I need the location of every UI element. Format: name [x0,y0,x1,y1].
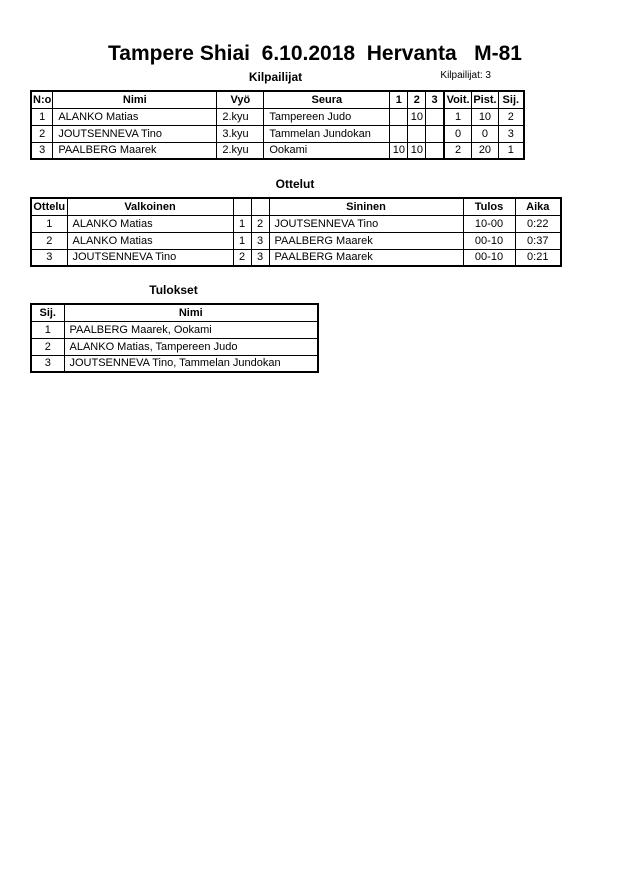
cell-no: 1 [31,108,53,125]
cell-name: JOUTSENNEVA Tino [53,125,217,142]
matches-header-row [31,198,561,215]
cell-r2: 10 [408,108,426,125]
results-section-header [30,283,317,297]
cell-white: JOUTSENNEVA Tino [67,249,233,266]
col-header-r3: 3 [426,91,444,108]
cell-match-no: 3 [31,249,67,266]
cell-name: PAALBERG Maarek, Ookami [64,321,318,338]
matches-section-header [30,177,560,191]
cell-blue: PAALBERG Maarek [269,232,463,249]
cell-blue-no: 3 [251,232,269,249]
cell-white: ALANKO Matias [67,232,233,249]
matches-table [30,197,562,267]
cell-club: Ookami [264,142,390,159]
col-header-club: Seura [264,91,390,108]
match-row [31,249,561,266]
competitors-section-header [30,70,521,84]
cell-place: 1 [498,142,524,159]
cell-name: ALANKO Matias [53,108,217,125]
result-row [31,338,318,355]
cell-time: 0:21 [515,249,561,266]
competitors-table [30,90,525,160]
col-header-time: Aika [515,198,561,215]
cell-wins: 0 [444,125,472,142]
cell-blue: JOUTSENNEVA Tino [269,215,463,232]
competitors-header-row [31,91,524,108]
cell-r1 [390,125,408,142]
cell-white-no: 1 [233,215,251,232]
page-title: Tampere Shiai 6.10.2018 Hervanta M-81 [108,42,522,65]
col-header-r1: 1 [390,91,408,108]
col-header-place: Sij. [498,91,524,108]
result-row [31,355,318,372]
col-header-belt: Vyö [217,91,264,108]
cell-blue-no: 2 [251,215,269,232]
cell-result: 00-10 [463,232,515,249]
col-header-no: N:o [31,91,53,108]
cell-points: 20 [472,142,498,159]
col-header-name: Nimi [64,304,318,321]
col-header-name: Nimi [53,91,217,108]
cell-white-no: 1 [233,232,251,249]
cell-no: 3 [31,142,53,159]
competitor-row [31,125,524,142]
result-row [31,321,318,338]
cell-r1: 10 [390,142,408,159]
cell-wins: 2 [444,142,472,159]
competitor-row [31,142,524,159]
col-header-white: Valkoinen [67,198,233,215]
cell-white-no: 2 [233,249,251,266]
cell-place: 1 [31,321,64,338]
cell-r2: 10 [408,142,426,159]
cell-points: 10 [472,108,498,125]
cell-match-no: 2 [31,232,67,249]
match-row [31,215,561,232]
results-header-row [31,304,318,321]
cell-belt: 2.kyu [217,142,264,159]
col-header-match: Ottelu [31,198,67,215]
cell-place: 2 [498,108,524,125]
col-header-points: Pist. [472,91,498,108]
cell-result: 10-00 [463,215,515,232]
col-header-wins: Voit. [444,91,472,108]
cell-club: Tammelan Jundokan [264,125,390,142]
cell-r1 [390,108,408,125]
cell-points: 0 [472,125,498,142]
cell-belt: 2.kyu [217,108,264,125]
cell-belt: 3.kyu [217,125,264,142]
cell-r3 [426,142,444,159]
cell-r3 [426,125,444,142]
cell-r2 [408,125,426,142]
match-row [31,232,561,249]
competitors-section-title: Kilpailijat [248,70,303,84]
col-header-result: Tulos [463,198,515,215]
cell-blue-no: 3 [251,249,269,266]
cell-name: JOUTSENNEVA Tino, Tammelan Jundokan [64,355,318,372]
cell-no: 2 [31,125,53,142]
cell-time: 0:37 [515,232,561,249]
cell-name: PAALBERG Maarek [53,142,217,159]
cell-result: 00-10 [463,249,515,266]
matches-section-title: Ottelut [275,177,315,191]
cell-place: 3 [498,125,524,142]
competitor-row [31,108,524,125]
cell-place: 2 [31,338,64,355]
cell-name: ALANKO Matias, Tampereen Judo [64,338,318,355]
cell-club: Tampereen Judo [264,108,390,125]
results-table [30,303,319,373]
col-header-place: Sij. [31,304,64,321]
cell-place: 3 [31,355,64,372]
col-header-white-no [233,198,251,215]
col-header-blue: Sininen [269,198,463,215]
competitor-count-label: Kilpailijat: 3 [440,70,491,81]
cell-blue: PAALBERG Maarek [269,249,463,266]
cell-white: ALANKO Matias [67,215,233,232]
col-header-blue-no [251,198,269,215]
results-section-title: Tulokset [149,283,198,297]
cell-time: 0:22 [515,215,561,232]
cell-match-no: 1 [31,215,67,232]
cell-r3 [426,108,444,125]
cell-wins: 1 [444,108,472,125]
col-header-r2: 2 [408,91,426,108]
